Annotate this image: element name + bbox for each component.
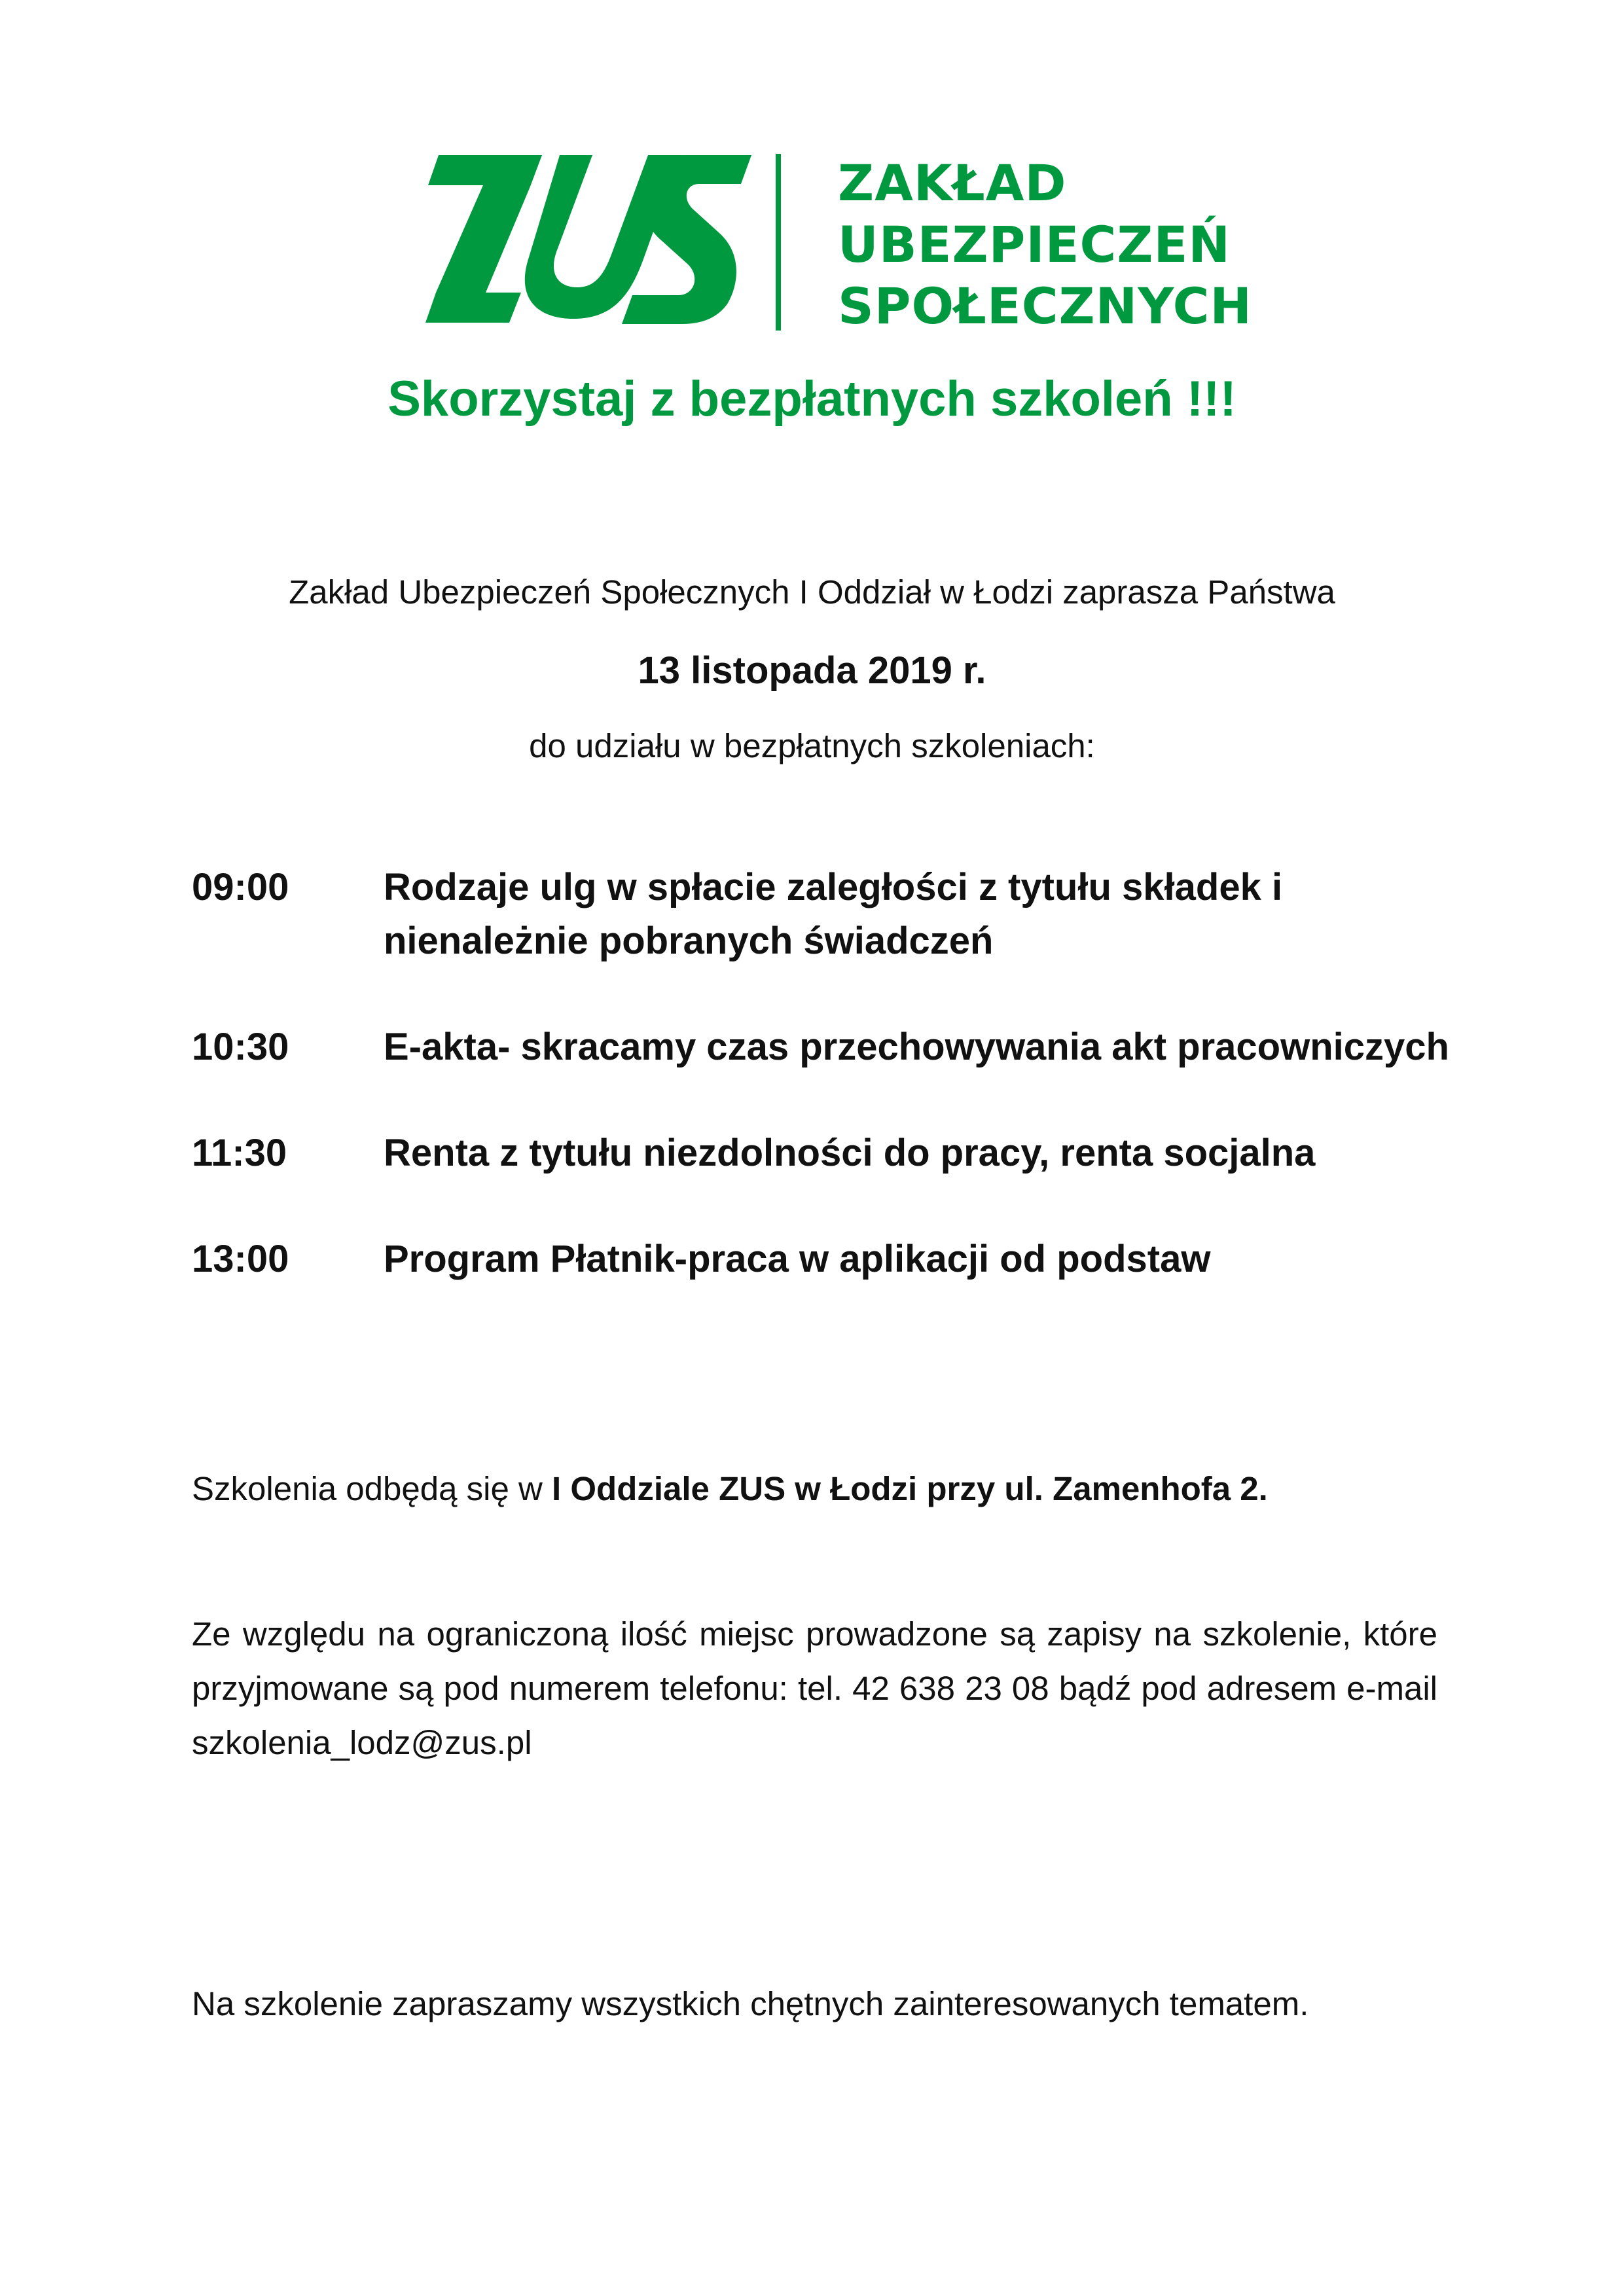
session-row bbox=[192, 861, 1468, 968]
session-time: 13:00 bbox=[192, 1238, 289, 1280]
session-row bbox=[192, 1020, 1468, 1074]
intro-text: Zakład Ubezpieczeń Społecznych I Oddział w Łodzi zaprasza Państwa bbox=[289, 573, 1335, 611]
location-paragraph bbox=[192, 1462, 1437, 1516]
logo-divider bbox=[776, 154, 781, 331]
zus-logo-mark bbox=[425, 147, 753, 344]
session-time: 10:30 bbox=[192, 1026, 289, 1068]
session-time: 09:00 bbox=[192, 866, 289, 908]
session-row bbox=[192, 1232, 1468, 1286]
subintro-text: do udziału w bezpłatnych szkoleniach: bbox=[529, 727, 1095, 764]
location-place: I Oddziale ZUS w Łodzi przy ul. Zamenhofa 2. bbox=[552, 1470, 1268, 1507]
logo-text-line-3: SPOŁECZNYCH bbox=[838, 277, 1252, 335]
closing-paragraph: Na szkolenie zapraszamy wszystkich chętnych zainteresowanych tematem. bbox=[192, 1985, 1309, 2022]
logo-text-line-1: ZAKŁAD bbox=[838, 154, 1067, 212]
session-topic: Renta z tytułu niezdolności do pracy, renta socjalna bbox=[384, 1132, 1316, 1174]
session-topic: E-akta- skracamy czas przechowywania akt pracowniczych bbox=[384, 1026, 1449, 1068]
session-row bbox=[192, 1126, 1468, 1180]
session-topic: Program Płatnik-praca w aplikacji od podstaw bbox=[384, 1238, 1211, 1280]
zus-logo bbox=[425, 147, 1252, 344]
location-prefix: Szkolenia odbędą się w bbox=[192, 1470, 552, 1507]
headline: Skorzystaj z bezpłatnych szkoleń !!! bbox=[388, 371, 1236, 427]
logo-wordmark bbox=[838, 152, 1252, 337]
event-date: 13 listopada 2019 r. bbox=[638, 649, 986, 692]
signup-paragraph: Ze względu na ograniczoną ilość miejsc prowadzone są zapisy na szkolenie, które przyjmowane są pod numerem telefonu: tel. 42 638 23 08 bądź pod adresem e-mail szkolenia_lodz@zus.pl bbox=[192, 1615, 1437, 1761]
session-time: 11:30 bbox=[192, 1132, 287, 1174]
schedule bbox=[192, 861, 1468, 1338]
logo-text-line-2: UBEZPIECZEŃ bbox=[838, 215, 1231, 274]
session-topic: Rodzaje ulg w spłacie zaległości z tytułu składek i nienależnie pobranych świadczeń bbox=[384, 866, 1283, 962]
